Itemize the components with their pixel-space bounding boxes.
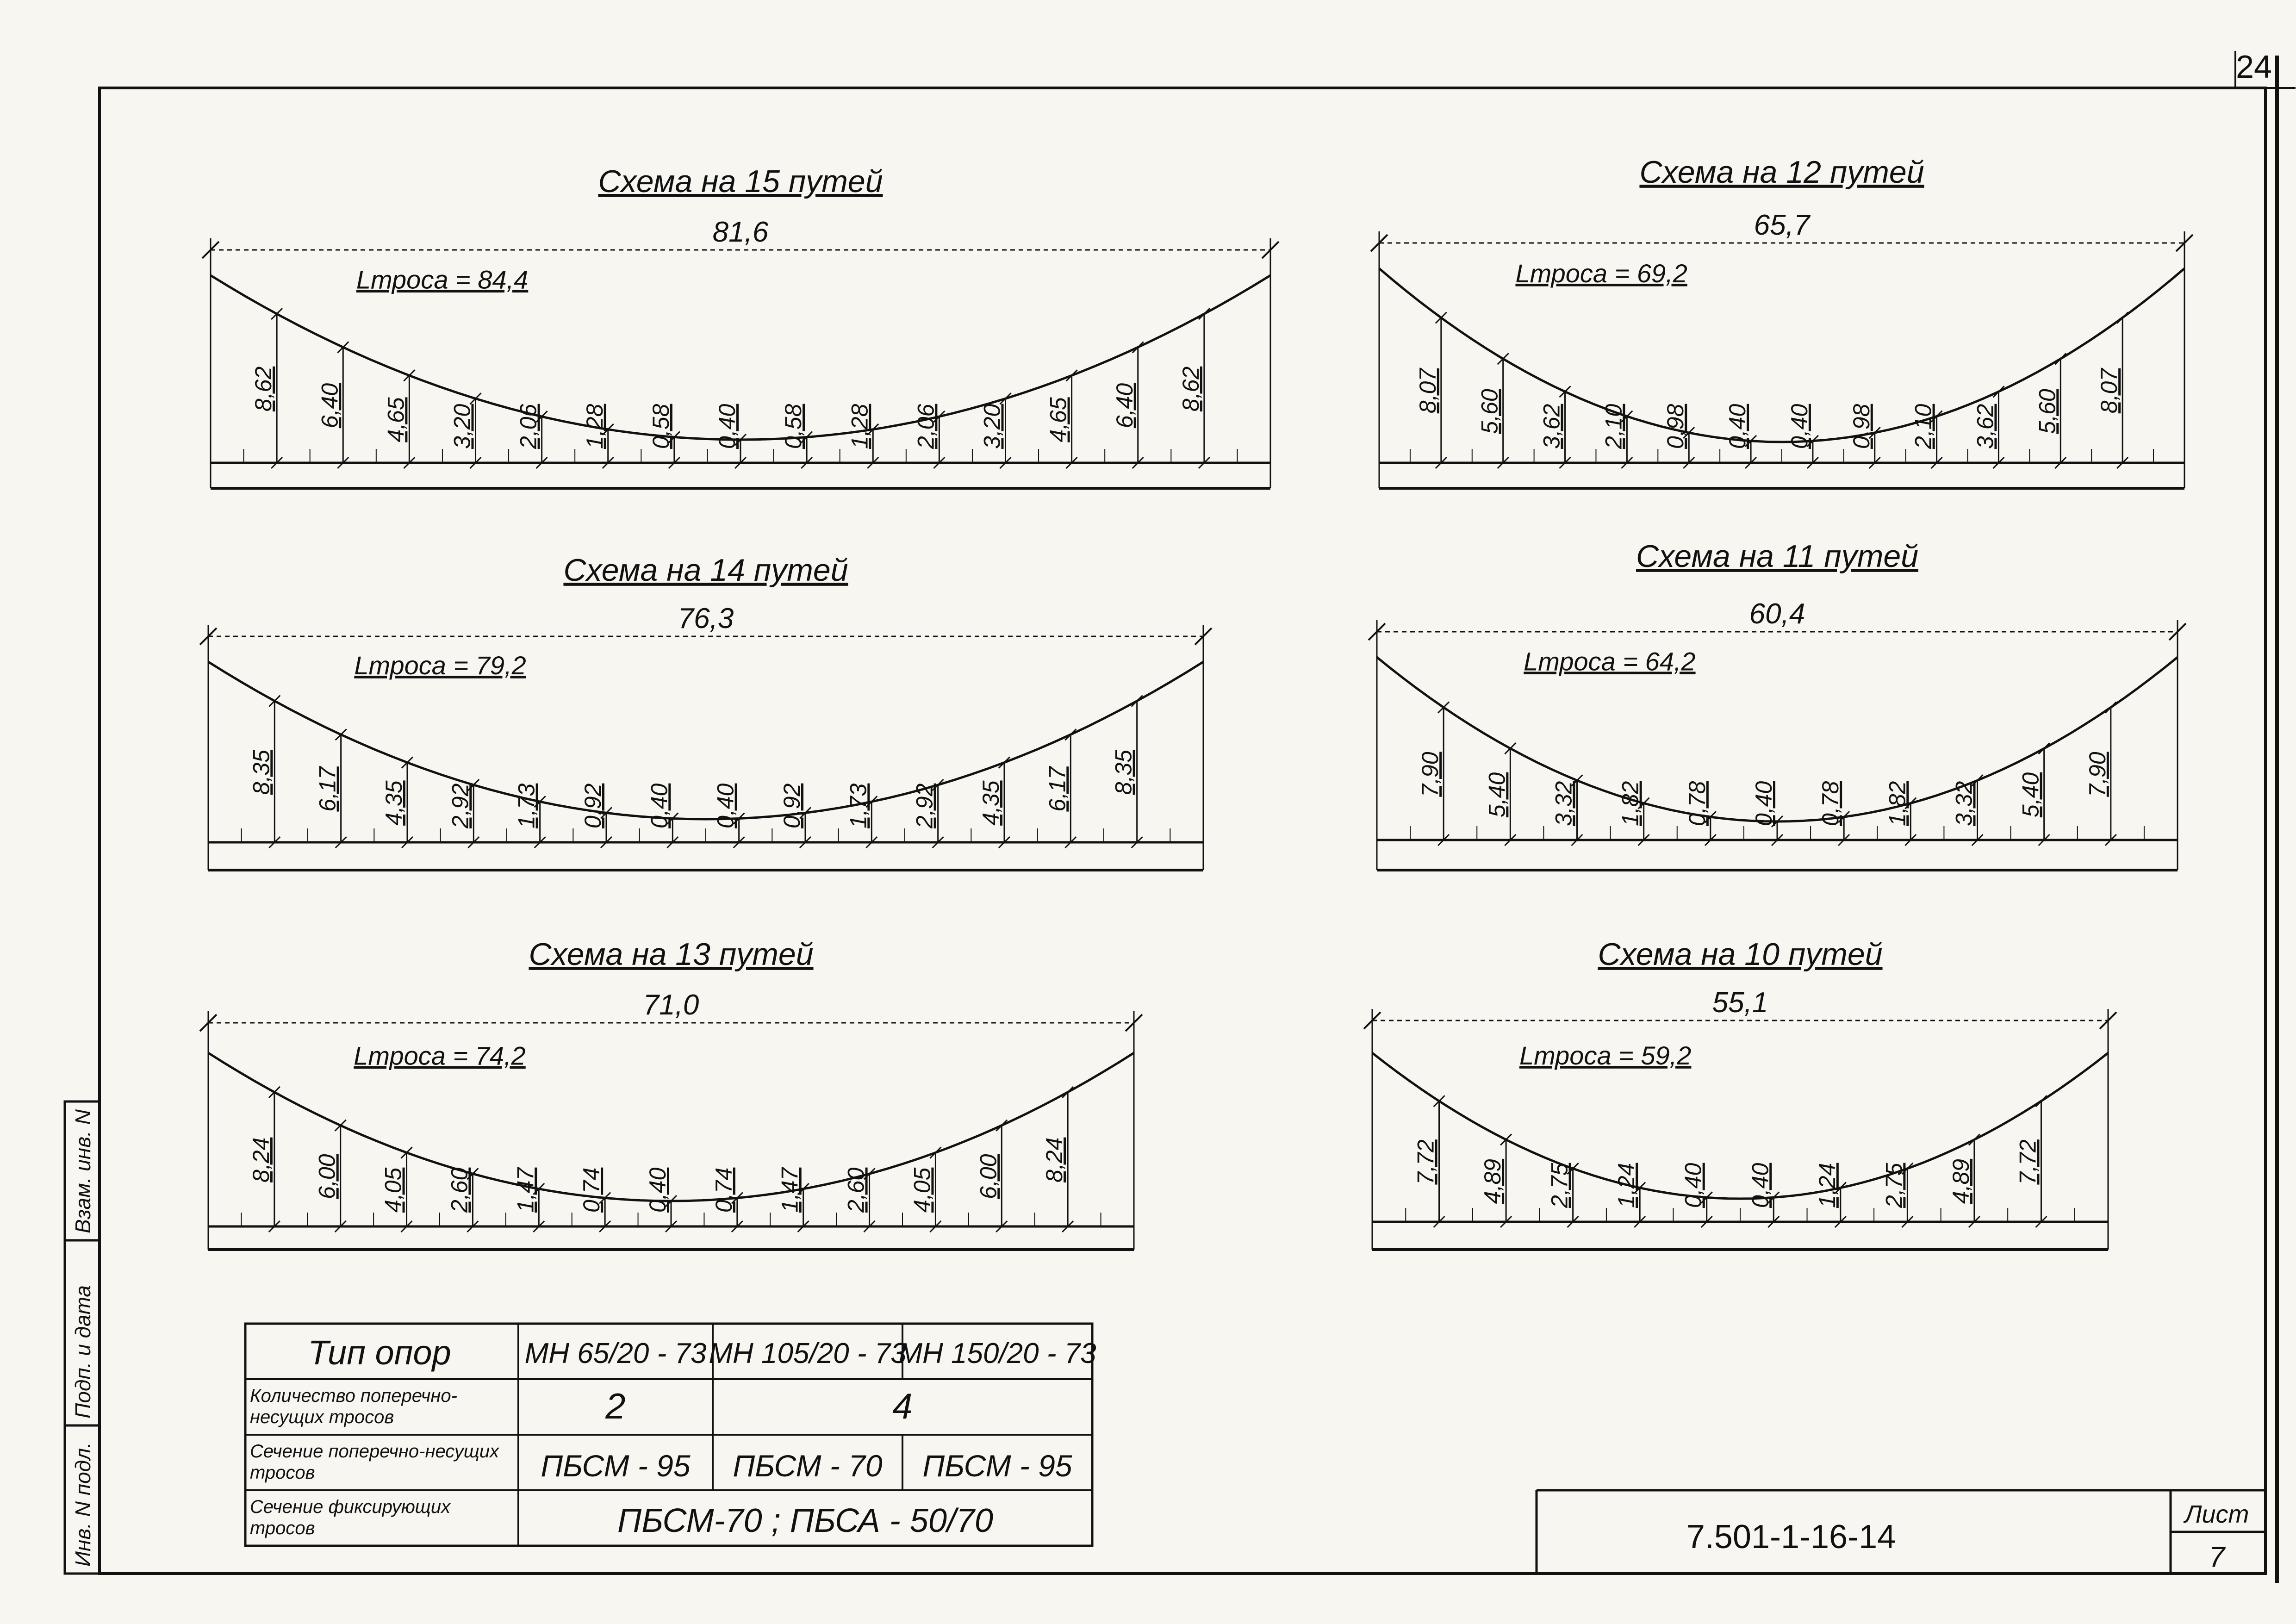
sag-value: 1,28 xyxy=(581,404,608,449)
sag-value: 1,82 xyxy=(1884,781,1910,826)
sag-value: 6,17 xyxy=(1044,766,1070,812)
span-value: 55,1 xyxy=(1712,987,1768,1019)
sag-value: 8,35 xyxy=(248,749,274,795)
scheme-3 xyxy=(200,553,1212,870)
span-value: 71,0 xyxy=(643,989,699,1021)
table-header-label: Тип опор xyxy=(308,1333,451,1372)
scheme-title: Схема на 12 путей xyxy=(1639,155,1924,190)
sag-value: 0,98 xyxy=(1662,404,1689,449)
sag-value: 2,75 xyxy=(1546,1163,1573,1208)
cell-count-1: 2 xyxy=(605,1386,626,1426)
sag-value: 3,20 xyxy=(979,404,1005,449)
sag-value: 3,62 xyxy=(1538,404,1565,449)
sag-value: 7,72 xyxy=(2015,1139,2041,1185)
sag-value: 2,92 xyxy=(911,783,938,828)
sag-value: 6,40 xyxy=(1111,383,1138,429)
span-value: 65,7 xyxy=(1754,209,1810,241)
sag-value: 8,24 xyxy=(1041,1137,1068,1182)
sag-value: 0,78 xyxy=(1684,781,1710,826)
sag-value: 2,92 xyxy=(447,783,473,828)
sag-value: 2,10 xyxy=(1600,404,1627,449)
span-value: 60,4 xyxy=(1749,598,1805,630)
sag-value: 1,28 xyxy=(846,404,873,449)
sag-value: 1,47 xyxy=(777,1167,803,1213)
sag-value: 0,40 xyxy=(1786,404,1812,449)
sag-value: 8,07 xyxy=(2096,368,2122,414)
sag-value: 4,89 xyxy=(1480,1158,1506,1204)
span-value: 76,3 xyxy=(678,603,734,635)
sag-value: 4,05 xyxy=(909,1167,935,1213)
sag-value: 8,35 xyxy=(1110,749,1137,795)
sag-value: 0,40 xyxy=(1751,781,1777,826)
scheme-2 xyxy=(1371,155,2193,488)
sag-value: 0,78 xyxy=(1817,781,1844,826)
row-label-count: Количество поперечно-несущих тросов xyxy=(250,1386,457,1427)
sag-value: 7,90 xyxy=(1417,752,1444,797)
scheme-6 xyxy=(1364,937,2116,1250)
sag-value: 8,62 xyxy=(250,366,277,412)
scheme-title: Схема на 15 путей xyxy=(598,164,883,199)
sag-value: 0,40 xyxy=(646,783,672,828)
cable-length: Lтроса = 64,2 xyxy=(1524,647,1696,676)
sag-value: 0,40 xyxy=(712,783,739,828)
cable-length: Lтроса = 79,2 xyxy=(354,651,526,680)
document-code: 7.501-1-16-14 xyxy=(1686,1518,1896,1556)
title-block xyxy=(1537,1490,2265,1574)
sag-value: 2,06 xyxy=(515,404,541,449)
sheet-number-corner: 24 xyxy=(2236,49,2272,85)
sag-value: 4,05 xyxy=(380,1167,406,1213)
sag-value: 2,06 xyxy=(913,404,939,449)
sag-value: 4,35 xyxy=(381,780,407,826)
sag-value: 1,82 xyxy=(1617,781,1643,826)
specification-table xyxy=(245,1324,1096,1546)
cell-fixing-section: ПБСМ-70 ; ПБСА - 50/70 xyxy=(617,1502,993,1539)
sag-value: 3,62 xyxy=(1972,404,1998,449)
sag-value: 5,40 xyxy=(2017,772,2044,818)
sag-value: 4,65 xyxy=(1045,397,1071,442)
sag-value: 4,65 xyxy=(383,397,409,442)
sag-value: 6,40 xyxy=(317,383,343,429)
table-support-1: МН 65/20 - 73 xyxy=(524,1338,707,1369)
sheet-value: 7 xyxy=(2209,1541,2225,1573)
sag-value: 5,60 xyxy=(2034,389,2060,434)
sag-value: 8,24 xyxy=(248,1137,274,1182)
cell-section-3: ПБСМ - 95 xyxy=(922,1449,1072,1483)
scheme-title: Схема на 14 путей xyxy=(563,553,848,588)
sag-value: 0,74 xyxy=(579,1167,605,1213)
sag-value: 4,89 xyxy=(1948,1158,1974,1204)
sag-value: 0,40 xyxy=(1747,1163,1773,1208)
cell-section-2: ПБСМ - 70 xyxy=(733,1449,883,1483)
sag-value: 0,58 xyxy=(647,404,674,449)
sag-value: 5,60 xyxy=(1476,389,1503,434)
sag-value: 1,73 xyxy=(513,783,540,828)
sag-value: 1,24 xyxy=(1613,1163,1640,1208)
scheme-5 xyxy=(200,937,1142,1250)
side-stamp-inv: Инв. N подл. xyxy=(71,1442,95,1567)
sag-value: 0,74 xyxy=(710,1167,737,1213)
sag-value: 0,58 xyxy=(780,404,807,449)
schemes xyxy=(200,155,2193,1250)
cell-section-1: ПБСМ - 95 xyxy=(541,1449,691,1483)
sheet-label: Лист xyxy=(2184,1500,2249,1528)
cable-length: Lтроса = 74,2 xyxy=(354,1041,526,1070)
scheme-title: Схема на 13 путей xyxy=(529,937,814,972)
cell-count-2: 4 xyxy=(892,1386,913,1426)
sag-value: 2,60 xyxy=(446,1167,473,1213)
sag-value: 7,90 xyxy=(2084,752,2110,797)
span-value: 81,6 xyxy=(712,216,769,248)
sag-value: 1,24 xyxy=(1814,1163,1840,1208)
sag-value: 1,47 xyxy=(512,1167,539,1213)
sag-value: 5,40 xyxy=(1484,772,1510,818)
sag-value: 0,98 xyxy=(1848,404,1874,449)
scheme-1 xyxy=(202,164,1279,488)
sag-value: 0,40 xyxy=(1724,404,1751,449)
sag-value: 3,32 xyxy=(1951,781,1977,826)
scheme-4 xyxy=(1369,539,2186,870)
sag-value: 8,62 xyxy=(1177,366,1204,412)
sag-value: 8,07 xyxy=(1414,368,1441,414)
sag-value: 0,40 xyxy=(1680,1163,1706,1208)
table-support-3: МН 150/20 - 73 xyxy=(898,1338,1096,1369)
scheme-title: Схема на 11 путей xyxy=(1636,539,1919,574)
sag-value: 0,40 xyxy=(714,404,740,449)
sag-value: 3,32 xyxy=(1550,781,1577,826)
side-stamp-replace: Взам. инв. N xyxy=(71,1109,95,1233)
sag-value: 4,35 xyxy=(978,780,1004,826)
sag-value: 0,92 xyxy=(779,783,805,828)
sag-value: 0,92 xyxy=(580,783,606,828)
cable-length: Lтроса = 84,4 xyxy=(356,265,529,294)
sag-value: 6,17 xyxy=(314,766,341,812)
side-stamp xyxy=(65,1101,100,1574)
row-label-carrying-section: Сечение поперечно-несущих тросов xyxy=(250,1441,499,1483)
sag-value: 0,40 xyxy=(645,1167,671,1213)
sag-value: 2,60 xyxy=(843,1167,869,1213)
sag-value: 6,00 xyxy=(975,1154,1002,1199)
sag-value: 7,72 xyxy=(1412,1139,1439,1185)
sag-value: 6,00 xyxy=(314,1154,340,1199)
scheme-title: Схема на 10 путей xyxy=(1598,937,1883,972)
sag-value: 2,75 xyxy=(1881,1163,1907,1208)
sag-value: 1,73 xyxy=(845,783,871,828)
table-support-2: МН 105/20 - 73 xyxy=(709,1338,907,1369)
side-stamp-sign: Подп. и дата xyxy=(71,1285,95,1419)
sag-value: 2,10 xyxy=(1910,404,1936,449)
row-label-fixing-section: Сечение фиксирующих тросов xyxy=(250,1497,451,1538)
cable-length: Lтроса = 59,2 xyxy=(1519,1041,1692,1070)
sag-value: 3,20 xyxy=(449,404,475,449)
cable-length: Lтроса = 69,2 xyxy=(1515,259,1687,288)
